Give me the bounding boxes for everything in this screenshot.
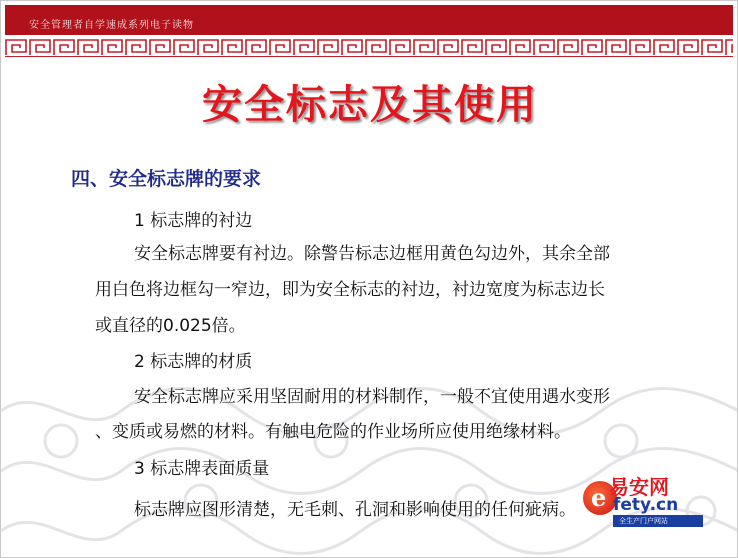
body-line: 用白色将边框勾一窄边，即为安全标志的衬边，衬边宽度为标志边长 bbox=[95, 280, 605, 300]
subheading-border: 1 标志牌的衬边 bbox=[134, 211, 253, 231]
body-line: 安全标志牌应采用坚固耐用的材料制作，一般不宜使用遇水变形 bbox=[134, 387, 610, 407]
slide-title: 安全标志及其使用 bbox=[202, 82, 538, 128]
subheading-material: 2 标志牌的材质 bbox=[134, 352, 253, 372]
site-logo bbox=[579, 471, 709, 529]
logo-e-icon: e bbox=[583, 481, 617, 515]
subheading-surface: 3 标志牌表面质量 bbox=[134, 459, 270, 479]
series-title: 安全管理者自学速成系列电子读物 bbox=[29, 20, 194, 31]
fret-border-decoration bbox=[5, 37, 733, 57]
logo-url: fety.cn bbox=[613, 495, 679, 515]
body-line: 或直径的0.025倍。 bbox=[95, 316, 246, 336]
body-line: 标志牌应图形清楚，无毛刺、孔洞和影响使用的任何疵病。 bbox=[134, 500, 576, 520]
header-bar bbox=[5, 5, 733, 35]
logo-name: 易安网 bbox=[609, 475, 669, 499]
logo-tagline: 全生产门户网站 bbox=[619, 517, 668, 525]
body-line: 、变质或易燃的材料。有触电危险的作业场所应使用绝缘材料。 bbox=[95, 422, 571, 442]
body-line: 安全标志牌要有衬边。除警告标志边框用黄色勾边外，其余全部 bbox=[134, 244, 610, 264]
section-heading: 四、安全标志牌的要求 bbox=[71, 168, 262, 190]
